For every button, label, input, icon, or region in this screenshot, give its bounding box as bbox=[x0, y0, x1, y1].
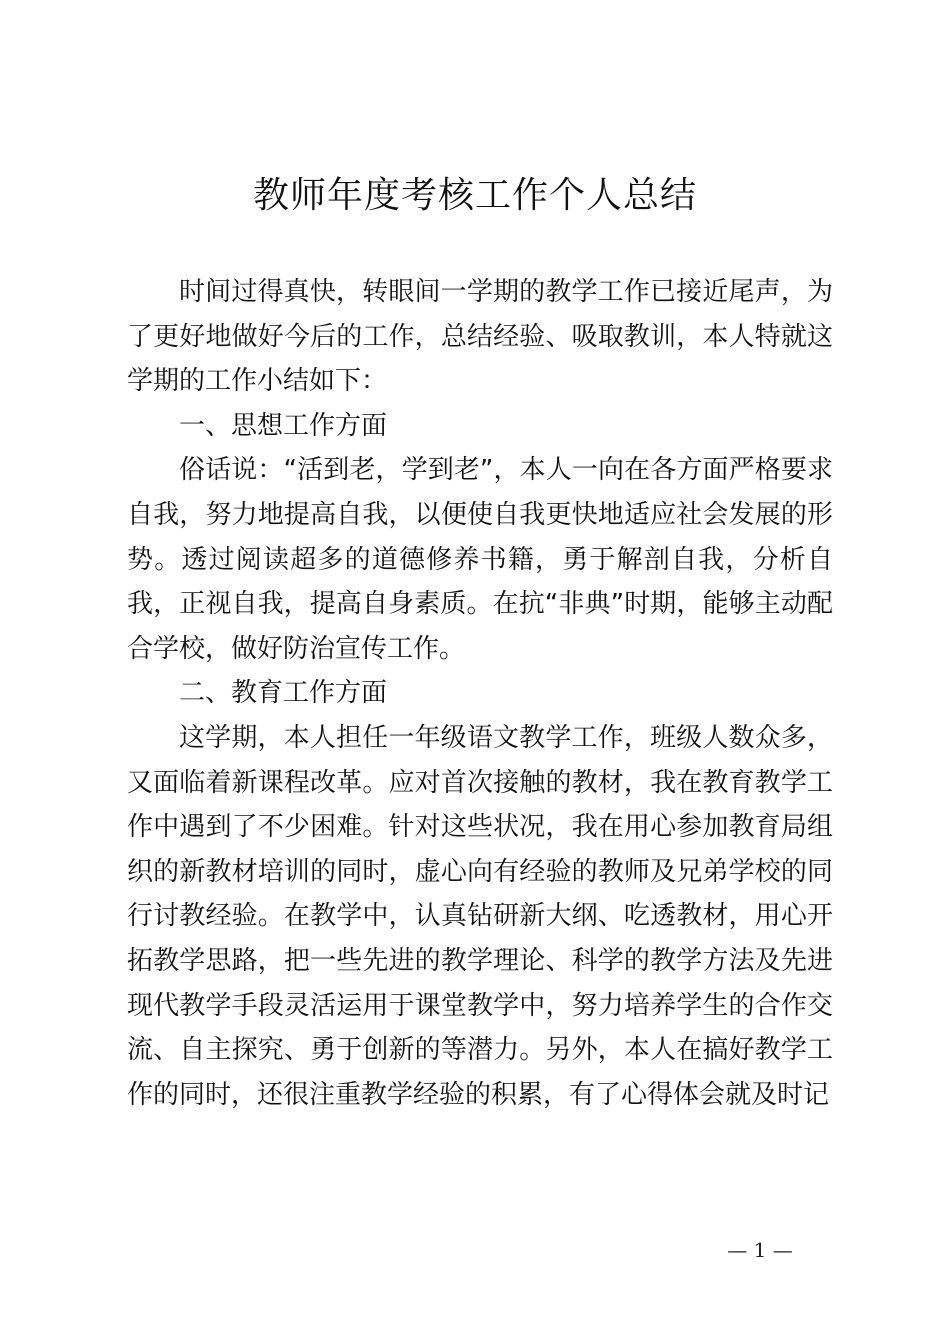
page-number: — 1 — bbox=[727, 1238, 793, 1262]
paragraph-education: 这学期，本人担任一年级语文教学工作，班级人数众多，又面临着新课程改革。应对首次接触的教材，我在教育教学工作中遇到了不少困难。针对这些状况，我在用心参加教育局组织的新教材培训的同时，虚心向有经验的教师及兄弟学校的同行讨教经验。在教学中，认真钻研新大纲、吃透教材，用心开拓教学思路，把一些先进的教学理论、科学的教学方法及先进现代教学手段灵活运用于课堂教学中，努力培养学生的合作交流、自主探究、勇于创新的等潜力。另外，本人在搞好教学工作的同时，还很注重教学经验的积累，有了心得体会就及时记 bbox=[127, 722, 833, 1110]
document-title: 教师年度考核工作个人总结 bbox=[252, 175, 697, 216]
document-body bbox=[127, 270, 833, 1117]
paragraph-intro: 时间过得真快，转眼间一学期的教学工作已接近尾声，为了更好地做好今后的工作，总结经验、吸取教训，本人特就这学期的工作小结如下： bbox=[127, 277, 833, 397]
section-heading-education: 二、教育工作方面 bbox=[179, 678, 388, 709]
paragraph-ideology: 俗话说：“活到老，学到老”，本人一向在各方面严格要求自我，努力地提高自我，以便使自我更快地适应社会发展的形势。透过阅读超多的道德修养书籍，勇于解剖自我，分析自我，正视自我，提高自身素质。在抗“非典”时期，能够主动配合学校，做好防治宣传工作。 bbox=[127, 455, 833, 664]
section-heading-ideology: 一、思想工作方面 bbox=[179, 410, 388, 441]
